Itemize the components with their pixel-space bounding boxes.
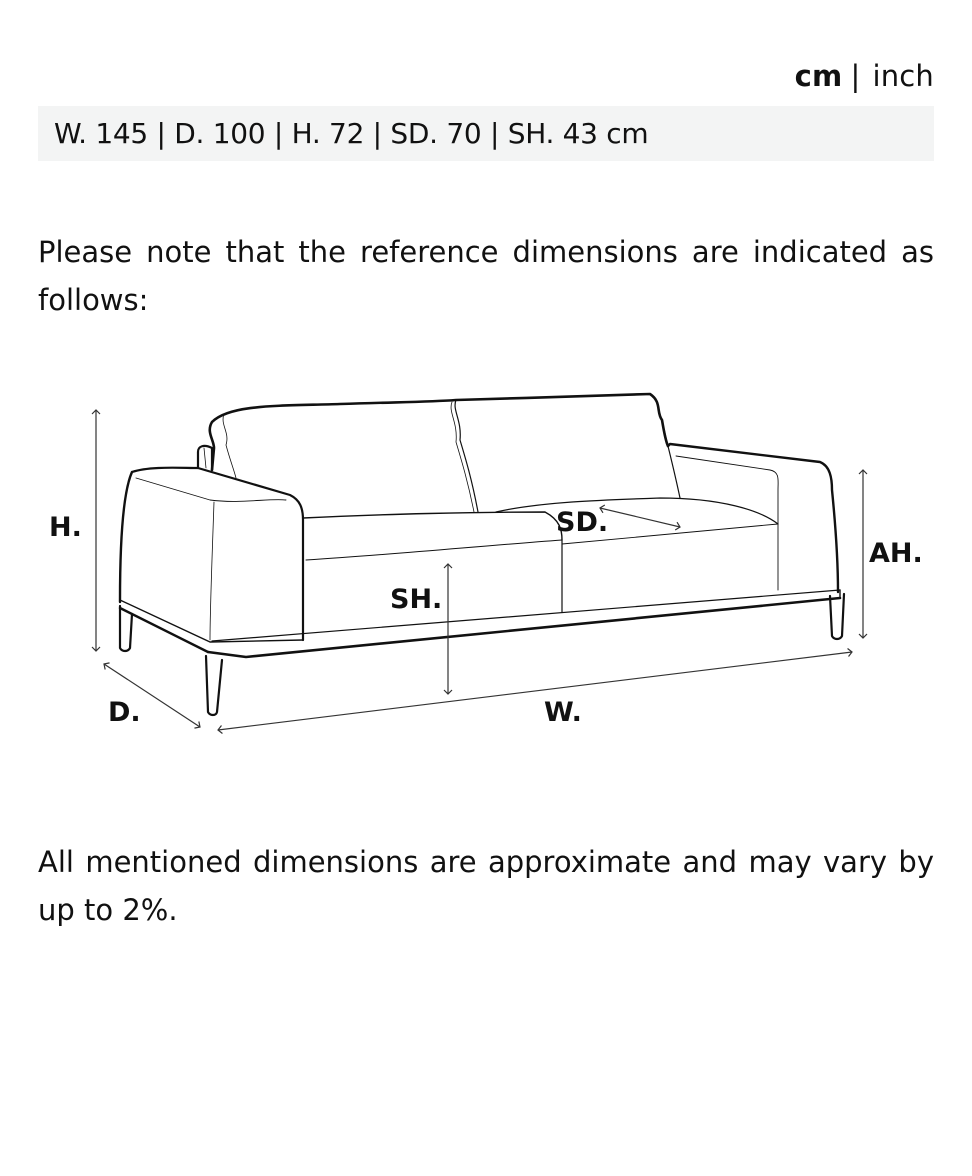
unit-separator: | — [850, 59, 861, 93]
label-arm-height: AH. — [869, 538, 923, 569]
unit-option-cm[interactable]: cm — [794, 59, 843, 93]
label-width: W. — [544, 697, 582, 728]
dimensions-summary-text: W. 145 | D. 100 | H. 72 | SD. 70 | SH. 43 cm — [54, 117, 649, 150]
sofa-dimension-diagram — [0, 370, 972, 750]
sofa-illustration-icon — [0, 370, 972, 750]
unit-option-inch[interactable]: inch — [872, 59, 934, 93]
label-seat-depth: SD. — [556, 507, 609, 538]
reference-note: Please note that the reference dimensions are indicated as follows: — [38, 235, 934, 317]
label-height: H. — [49, 512, 82, 543]
label-seat-height: SH. — [390, 584, 443, 615]
label-depth: D. — [108, 697, 141, 728]
dimensions-disclaimer: All mentioned dimensions are approximate and may vary by up to 2%. — [38, 845, 934, 927]
unit-toggle — [795, 58, 934, 94]
dimensions-summary-bar — [38, 106, 934, 161]
